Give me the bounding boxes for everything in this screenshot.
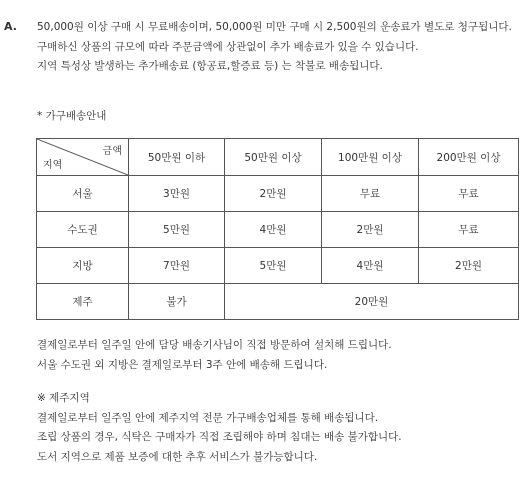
corner-header-cell [37,139,129,176]
furniture-fee-table [36,138,519,320]
fee-cell: 4만원 [322,248,419,284]
region-cell: 서울 [37,176,129,212]
fee-cell: 4만원 [225,212,322,248]
price-tier-header: 50만원 이하 [129,139,225,176]
fee-cell: 2만원 [322,212,419,248]
section-marker: A. [4,20,17,33]
shipping-note-line: 지역 특성상 발생하는 추가배송료 (항공료,할증료 등) 는 착불로 배송됩니다. [37,60,383,73]
region-cell: 수도권 [37,212,129,248]
fee-cell: 무료 [419,176,519,212]
shipping-notes [37,18,512,77]
install-note-line: 서울 수도권 외 지방은 결제일로부터 3주 안에 배송해 드립니다. [37,358,328,371]
fee-cell: 무료 [322,176,419,212]
table-row [37,284,519,320]
install-notes [37,336,392,375]
fee-cell: 2만원 [419,248,519,284]
jeju-note-line: 도서 지역으로 제품 보증에 대한 추후 서비스가 불가능합니다. [37,450,318,463]
jeju-note-line: 결제일로부터 일주일 안에 제주지역 전문 가구배송업체를 통해 배송됩니다. [37,411,379,424]
install-note-line: 결제일로부터 일주일 안에 담당 배송기사님이 직접 방문하여 설치해 드립니다. [37,339,392,351]
jeju-note-line: 조립 상품의 경우, 식탁은 구매자가 직접 조립해야 하며 침대는 배송 불가합니다. [37,431,402,444]
jeju-notes-title: ※ 제주지역 [37,392,90,404]
price-tier-header: 200만원 이상 [419,139,519,176]
price-tier-header: 50만원 이상 [225,139,322,176]
fee-cell: 불가 [129,284,225,320]
shipping-note-line: 구매하신 상품의 규모에 따라 주문금액에 상관없이 추가 배송료가 있을 수 있습니다. [37,40,419,53]
amount-label: 금액 [102,146,122,157]
shipping-note-line: 50,000원 이상 구매 시 무료배송이며, 50,000원 미만 구매 시 2,500원의 운송료가 별도로 청구됩니다. [37,21,512,33]
fee-cell-merged: 20만원 [225,284,519,320]
fee-cell: 5만원 [129,212,225,248]
fee-cell: 5만원 [225,248,322,284]
furniture-section-title: * 가구배송안내 [37,110,107,122]
region-cell: 제주 [37,284,129,320]
jeju-notes [37,389,402,467]
table-row [37,212,519,248]
table-row [37,248,519,284]
region-label: 지역 [43,160,63,171]
fee-cell: 3만원 [129,176,225,212]
price-tier-header: 100만원 이상 [322,139,419,176]
table-row [37,176,519,212]
table-header-row [37,139,519,176]
fee-cell: 2만원 [225,176,322,212]
fee-cell: 무료 [419,212,519,248]
region-cell: 지방 [37,248,129,284]
fee-cell: 7만원 [129,248,225,284]
